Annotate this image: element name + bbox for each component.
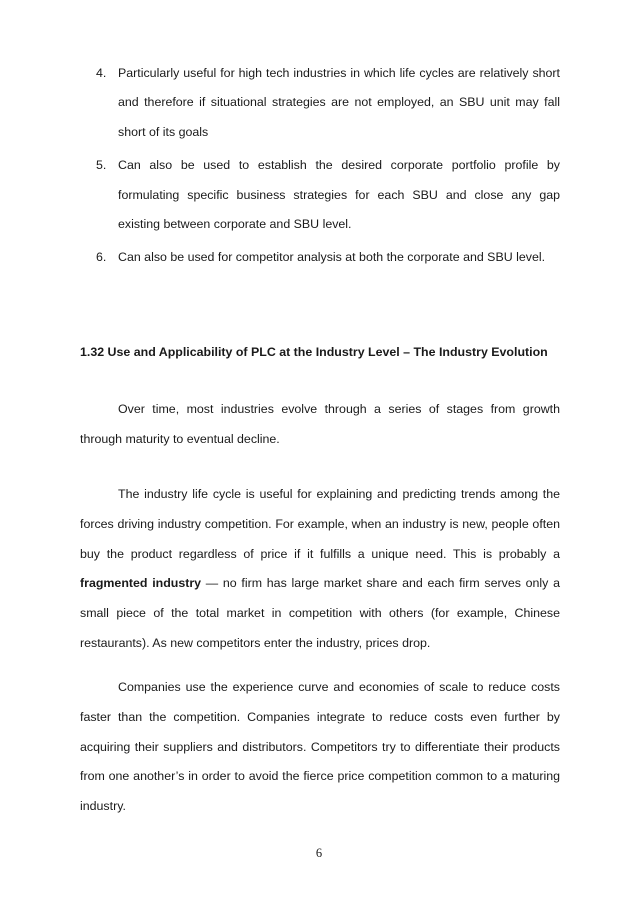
list-item [80, 151, 560, 239]
list-item-text: Particularly useful for high tech industries in which life cycles are relatively short and therefore if situational strategies are not employed, an SBU unit may fall short of its goals [118, 66, 560, 139]
list-item-number: 4. [96, 66, 107, 80]
section-heading: 1.32 Use and Applicability of PLC at the Industry Level – The Industry Evolution [80, 345, 548, 359]
list-item [80, 243, 560, 272]
list-item [80, 59, 560, 147]
paragraph-experience-curve: Companies use the experience curve and economies of scale to reduce costs faster than the competition. Companies integrate to reduce costs even further by acquiring their suppliers and distributors. Competitors try to differentiate their products from one another’s in order to avoid the fierce price competition common to a maturing industry. [80, 680, 560, 814]
paragraph-industry-life-cycle [80, 480, 560, 659]
paragraph-industry-evolution: Over time, most industries evolve through a series of stages from growth through maturity to eventual decline. [80, 402, 560, 446]
list-item-number: 6. [96, 250, 107, 265]
list-item-number: 5. [96, 158, 107, 173]
list-item-text: Can also be used for competitor analysis at both the corporate and SBU level. [118, 250, 546, 265]
fragmented-industry-term: fragmented industry [80, 576, 202, 591]
numbered-list [80, 59, 560, 277]
page-number: 6 [315, 846, 323, 860]
paragraph-text: — no firm has large market share and each firm serves only a small piece of the total market in competition with others (for example, Chinese restaurants). As new competitors enter the industry, prices drop. [80, 576, 560, 650]
paragraph-text: The industry life cycle is useful for explaining and predicting trends among the forces driving industry competition. For example, when an industry is new, people often buy the product regardless of price if it fulfills a unique need. This is probably a [80, 487, 560, 561]
list-item-text: Can also be used to establish the desired corporate portfolio profile by formulating specific business strategies for each SBU and close any gap existing between corporate and SBU level. [118, 158, 560, 232]
